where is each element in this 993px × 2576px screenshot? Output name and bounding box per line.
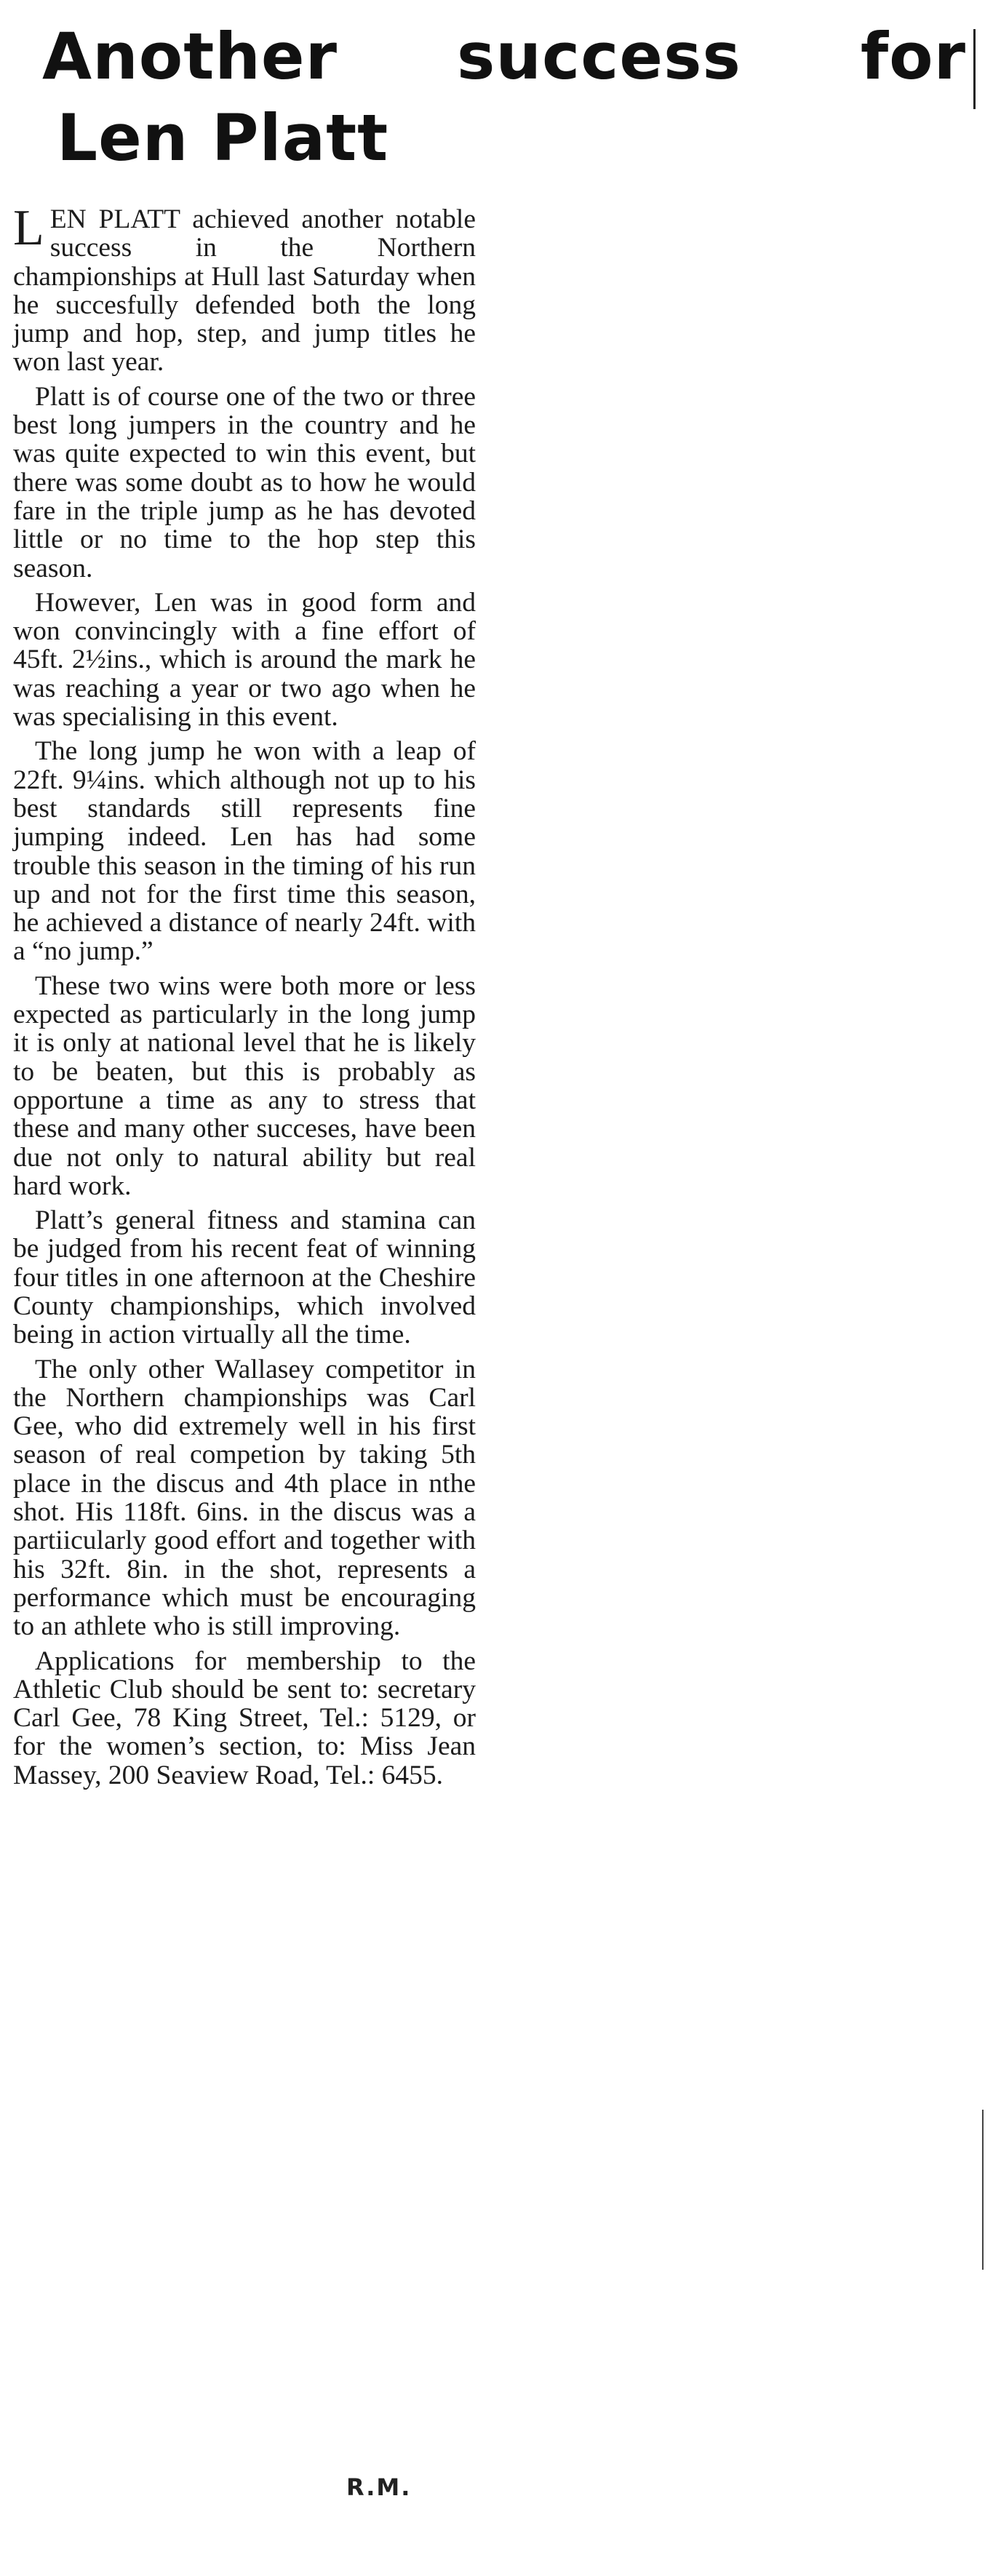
paragraph-2: Platt is of course one of the two or three best long jumpers in the country and he was quite expected to win this event, but there was some doubt as to how he would fare in the triple jump as he has devoted little or no time to the hop step this season. <box>13 381 476 583</box>
paragraph-1 <box>13 200 476 378</box>
headline <box>42 16 966 179</box>
headline-line-2: Len Platt <box>57 100 389 175</box>
headline-line-1 <box>42 16 966 97</box>
author-signature: R.M. <box>346 2473 412 2501</box>
paragraph-1-text: EN PLATT achieved another notable success in the Northern championships at Hull last Saturday when he succesfully defended both the long jump and hop, step, and jump titles he won last year. <box>13 204 476 378</box>
article-body <box>13 200 476 1795</box>
headline-word-another: Another <box>42 19 338 94</box>
paragraph-5: These two wins were both more or less expected as particularly in the long jump it is only at national level that he is likely to be beaten, but this is probably as opportune a time as any to stress that these and many other succeses, have been due not only to natural ability but real hard work. <box>13 970 476 1201</box>
column-rule <box>973 29 976 109</box>
headline-word-for: for <box>860 19 966 94</box>
drop-cap: L <box>13 200 44 256</box>
column-rule-lower <box>982 2110 984 2270</box>
paragraph-7: The only other Wallasey competitor in the Northern championships was Carl Gee, who did extremely well in his first season of real competion by taking 5th place in the discus and 4th place in nthe shot. His 118ft. 6ins. in the discus was a partiicularly good effort and together with his 32ft. 8in. in the shot, represents a performance which must be encouraging to an athlete who is still improving. <box>13 1354 476 1642</box>
headline-word-success: success <box>457 19 741 94</box>
paragraph-3: However, Len was in good form and won convincingly with a fine effort of 45ft. 2½ins., which is around the mark he was reaching a year or two ago when he was specialising in this event. <box>13 587 476 733</box>
paragraph-6: Platt’s general fitness and stamina can be judged from his recent feat of winning four titles in one afternoon at the Cheshire County championships, which involved being in action virtually all the time. <box>13 1205 476 1350</box>
paragraph-8: Applications for membership to the Athletic Club should be sent to: secretary Carl Gee, 78 King Street, Tel.: 5129, or for the women’s section, to: Miss Jean Massey, 200 Seaview Road, Tel.: 6455. <box>13 1646 476 1790</box>
paragraph-4: The long jump he won with a leap of 22ft. 9¼ins. which although not up to his best standards still represents fine jumping indeed. Len has had some trouble this season in the timing of his run up and not for the first time this season, he achieved a distance of nearly 24ft. with a “no jump.” <box>13 736 476 967</box>
